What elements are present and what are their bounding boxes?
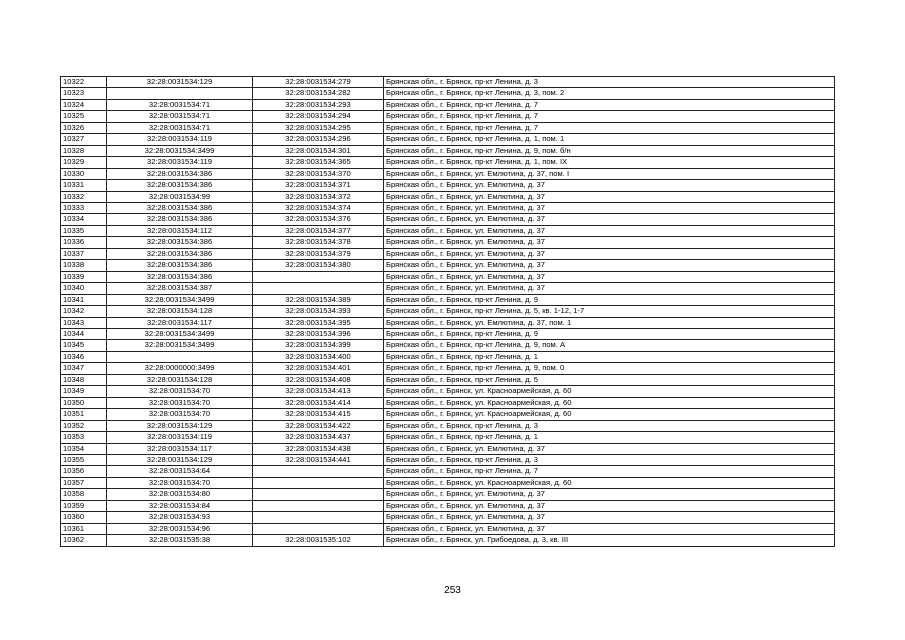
object-cadastral-number-cell: 32:28:0031535:102 xyxy=(253,535,384,546)
row-number-cell: 10360 xyxy=(61,512,107,523)
address-cell: Брянская обл., г. Брянск, ул. Красноармейская, д. 60 xyxy=(384,397,835,408)
row-number-cell: 10332 xyxy=(61,191,107,202)
parcel-cadastral-number-cell: 32:28:0031535:38 xyxy=(107,535,253,546)
table-row xyxy=(61,237,835,248)
table-row xyxy=(61,443,835,454)
row-number-cell: 10327 xyxy=(61,134,107,145)
table-row xyxy=(61,180,835,191)
address-cell: Брянская обл., г. Брянск, пр-кт Ленина, д. 7 xyxy=(384,122,835,133)
address-cell: Брянская обл., г. Брянск, ул. Емлютина, д. 37, пом. 1 xyxy=(384,317,835,328)
object-cadastral-number-cell: 32:28:0031534:438 xyxy=(253,443,384,454)
row-number-cell: 10333 xyxy=(61,202,107,213)
address-cell: Брянская обл., г. Брянск, пр-кт Ленина, д. 3 xyxy=(384,77,835,88)
object-cadastral-number-cell: 32:28:0031534:380 xyxy=(253,260,384,271)
object-cadastral-number-cell xyxy=(253,500,384,511)
object-cadastral-number-cell xyxy=(253,466,384,477)
table-row xyxy=(61,294,835,305)
parcel-cadastral-number-cell: 32:28:0031534:386 xyxy=(107,248,253,259)
object-cadastral-number-cell: 32:28:0031534:294 xyxy=(253,111,384,122)
object-cadastral-number-cell: 32:28:0031534:365 xyxy=(253,157,384,168)
table-row xyxy=(61,351,835,362)
address-cell: Брянская обл., г. Брянск, пр-кт Ленина, д. 3 xyxy=(384,420,835,431)
row-number-cell: 10339 xyxy=(61,271,107,282)
table-row xyxy=(61,535,835,546)
row-number-cell: 10329 xyxy=(61,157,107,168)
address-cell: Брянская обл., г. Брянск, ул. Грибоедова, д. 3, кв. III xyxy=(384,535,835,546)
table-row xyxy=(61,409,835,420)
parcel-cadastral-number-cell: 32:28:0031534:3499 xyxy=(107,328,253,339)
table-row xyxy=(61,420,835,431)
row-number-cell: 10359 xyxy=(61,500,107,511)
row-number-cell: 10336 xyxy=(61,237,107,248)
table-row xyxy=(61,500,835,511)
parcel-cadastral-number-cell: 32:28:0031534:71 xyxy=(107,122,253,133)
address-cell: Брянская обл., г. Брянск, ул. Емлютина, д. 37 xyxy=(384,214,835,225)
object-cadastral-number-cell: 32:28:0031534:377 xyxy=(253,225,384,236)
table-row xyxy=(61,397,835,408)
table-row xyxy=(61,386,835,397)
parcel-cadastral-number-cell: 32:28:0031534:386 xyxy=(107,214,253,225)
parcel-cadastral-number-cell: 32:28:0031534:129 xyxy=(107,420,253,431)
address-cell: Брянская обл., г. Брянск, пр-кт Ленина, д. 1, пом. IX xyxy=(384,157,835,168)
row-number-cell: 10347 xyxy=(61,363,107,374)
table-row xyxy=(61,317,835,328)
parcel-cadastral-number-cell: 32:28:0031534:128 xyxy=(107,306,253,317)
table-row xyxy=(61,477,835,488)
object-cadastral-number-cell: 32:28:0031534:415 xyxy=(253,409,384,420)
table-row xyxy=(61,340,835,351)
object-cadastral-number-cell xyxy=(253,283,384,294)
object-cadastral-number-cell: 32:28:0031534:370 xyxy=(253,168,384,179)
table-row xyxy=(61,99,835,110)
table-row xyxy=(61,432,835,443)
object-cadastral-number-cell: 32:28:0031534:413 xyxy=(253,386,384,397)
parcel-cadastral-number-cell: 32:28:0031534:119 xyxy=(107,432,253,443)
address-cell: Брянская обл., г. Брянск, ул. Емлютина, д. 37 xyxy=(384,489,835,500)
parcel-cadastral-number-cell: 32:28:0031534:64 xyxy=(107,466,253,477)
object-cadastral-number-cell: 32:28:0031534:437 xyxy=(253,432,384,443)
parcel-cadastral-number-cell: 32:28:0031534:112 xyxy=(107,225,253,236)
parcel-cadastral-number-cell: 32:28:0031534:119 xyxy=(107,134,253,145)
parcel-cadastral-number-cell: 32:28:0031534:99 xyxy=(107,191,253,202)
table-row xyxy=(61,225,835,236)
row-number-cell: 10350 xyxy=(61,397,107,408)
parcel-cadastral-number-cell: 32:28:0031534:386 xyxy=(107,202,253,213)
row-number-cell: 10325 xyxy=(61,111,107,122)
parcel-cadastral-number-cell: 32:28:0031534:387 xyxy=(107,283,253,294)
registry-table xyxy=(60,76,835,547)
object-cadastral-number-cell xyxy=(253,271,384,282)
address-cell: Брянская обл., г. Брянск, пр-кт Ленина, д. 9 xyxy=(384,294,835,305)
row-number-cell: 10357 xyxy=(61,477,107,488)
registry-table-body xyxy=(61,77,835,547)
parcel-cadastral-number-cell xyxy=(107,88,253,99)
address-cell: Брянская обл., г. Брянск, ул. Емлютина, д. 37 xyxy=(384,512,835,523)
address-cell: Брянская обл., г. Брянск, ул. Емлютина, д. 37 xyxy=(384,202,835,213)
address-cell: Брянская обл., г. Брянск, пр-кт Ленина, д. 7 xyxy=(384,111,835,122)
object-cadastral-number-cell: 32:28:0031534:296 xyxy=(253,134,384,145)
row-number-cell: 10354 xyxy=(61,443,107,454)
parcel-cadastral-number-cell: 32:28:0000000:3499 xyxy=(107,363,253,374)
parcel-cadastral-number-cell: 32:28:0031534:3499 xyxy=(107,145,253,156)
row-number-cell: 10340 xyxy=(61,283,107,294)
object-cadastral-number-cell: 32:28:0031534:422 xyxy=(253,420,384,431)
object-cadastral-number-cell: 32:28:0031534:408 xyxy=(253,374,384,385)
table-row xyxy=(61,122,835,133)
address-cell: Брянская обл., г. Брянск, ул. Емлютина, д. 37 xyxy=(384,271,835,282)
parcel-cadastral-number-cell: 32:28:0031534:3499 xyxy=(107,294,253,305)
page-number: 253 xyxy=(444,585,461,596)
parcel-cadastral-number-cell: 32:28:0031534:70 xyxy=(107,397,253,408)
row-number-cell: 10344 xyxy=(61,328,107,339)
object-cadastral-number-cell: 32:28:0031534:295 xyxy=(253,122,384,133)
table-row xyxy=(61,271,835,282)
object-cadastral-number-cell: 32:28:0031534:378 xyxy=(253,237,384,248)
address-cell: Брянская обл., г. Брянск, пр-кт Ленина, д. 9 xyxy=(384,328,835,339)
row-number-cell: 10324 xyxy=(61,99,107,110)
address-cell: Брянская обл., г. Брянск, ул. Емлютина, д. 37 xyxy=(384,191,835,202)
table-row xyxy=(61,157,835,168)
object-cadastral-number-cell xyxy=(253,489,384,500)
row-number-cell: 10322 xyxy=(61,77,107,88)
table-row xyxy=(61,168,835,179)
object-cadastral-number-cell: 32:28:0031534:389 xyxy=(253,294,384,305)
table-row xyxy=(61,374,835,385)
parcel-cadastral-number-cell: 32:28:0031534:70 xyxy=(107,386,253,397)
table-row xyxy=(61,111,835,122)
address-cell: Брянская обл., г. Брянск, пр-кт Ленина, д. 9, пом. 0 xyxy=(384,363,835,374)
parcel-cadastral-number-cell: 32:28:0031534:96 xyxy=(107,523,253,534)
object-cadastral-number-cell: 32:28:0031534:301 xyxy=(253,145,384,156)
row-number-cell: 10349 xyxy=(61,386,107,397)
table-row xyxy=(61,283,835,294)
parcel-cadastral-number-cell: 32:28:0031534:129 xyxy=(107,454,253,465)
parcel-cadastral-number-cell: 32:28:0031534:386 xyxy=(107,237,253,248)
address-cell: Брянская обл., г. Брянск, пр-кт Ленина, д. 1 xyxy=(384,432,835,443)
table-row xyxy=(61,489,835,500)
parcel-cadastral-number-cell: 32:28:0031534:386 xyxy=(107,271,253,282)
row-number-cell: 10361 xyxy=(61,523,107,534)
address-cell: Брянская обл., г. Брянск, пр-кт Ленина, д. 5 xyxy=(384,374,835,385)
row-number-cell: 10352 xyxy=(61,420,107,431)
parcel-cadastral-number-cell: 32:28:0031534:84 xyxy=(107,500,253,511)
object-cadastral-number-cell: 32:28:0031534:400 xyxy=(253,351,384,362)
parcel-cadastral-number-cell: 32:28:0031534:3499 xyxy=(107,340,253,351)
address-cell: Брянская обл., г. Брянск, пр-кт Ленина, д. 1, пом. 1 xyxy=(384,134,835,145)
object-cadastral-number-cell xyxy=(253,512,384,523)
table-row xyxy=(61,145,835,156)
object-cadastral-number-cell: 32:28:0031534:393 xyxy=(253,306,384,317)
object-cadastral-number-cell: 32:28:0031534:374 xyxy=(253,202,384,213)
object-cadastral-number-cell: 32:28:0031534:396 xyxy=(253,328,384,339)
table-row xyxy=(61,88,835,99)
address-cell: Брянская обл., г. Брянск, пр-кт Ленина, д. 1 xyxy=(384,351,835,362)
address-cell: Брянская обл., г. Брянск, пр-кт Ленина, д. 3 xyxy=(384,454,835,465)
address-cell: Брянская обл., г. Брянск, ул. Емлютина, д. 37 xyxy=(384,237,835,248)
table-row xyxy=(61,466,835,477)
object-cadastral-number-cell: 32:28:0031534:371 xyxy=(253,180,384,191)
address-cell: Брянская обл., г. Брянск, ул. Емлютина, д. 37 xyxy=(384,180,835,191)
object-cadastral-number-cell: 32:28:0031534:414 xyxy=(253,397,384,408)
row-number-cell: 10337 xyxy=(61,248,107,259)
address-cell: Брянская обл., г. Брянск, ул. Красноармейская, д. 60 xyxy=(384,386,835,397)
parcel-cadastral-number-cell: 32:28:0031534:93 xyxy=(107,512,253,523)
row-number-cell: 10326 xyxy=(61,122,107,133)
object-cadastral-number-cell: 32:28:0031534:372 xyxy=(253,191,384,202)
object-cadastral-number-cell: 32:28:0031534:293 xyxy=(253,99,384,110)
parcel-cadastral-number-cell: 32:28:0031534:70 xyxy=(107,409,253,420)
address-cell: Брянская обл., г. Брянск, ул. Красноармейская, д. 60 xyxy=(384,409,835,420)
row-number-cell: 10343 xyxy=(61,317,107,328)
object-cadastral-number-cell: 32:28:0031534:279 xyxy=(253,77,384,88)
table-row xyxy=(61,363,835,374)
object-cadastral-number-cell xyxy=(253,523,384,534)
table-row xyxy=(61,454,835,465)
row-number-cell: 10356 xyxy=(61,466,107,477)
parcel-cadastral-number-cell: 32:28:0031534:128 xyxy=(107,374,253,385)
parcel-cadastral-number-cell xyxy=(107,351,253,362)
object-cadastral-number-cell: 32:28:0031534:282 xyxy=(253,88,384,99)
parcel-cadastral-number-cell: 32:28:0031534:117 xyxy=(107,317,253,328)
table-row xyxy=(61,77,835,88)
address-cell: Брянская обл., г. Брянск, пр-кт Ленина, д. 5, кв. 1-12, 1-7 xyxy=(384,306,835,317)
address-cell: Брянская обл., г. Брянск, ул. Емлютина, д. 37 xyxy=(384,260,835,271)
table-row xyxy=(61,306,835,317)
row-number-cell: 10345 xyxy=(61,340,107,351)
parcel-cadastral-number-cell: 32:28:0031534:386 xyxy=(107,168,253,179)
row-number-cell: 10348 xyxy=(61,374,107,385)
object-cadastral-number-cell: 32:28:0031534:395 xyxy=(253,317,384,328)
address-cell: Брянская обл., г. Брянск, пр-кт Ленина, д. 9, пом. А xyxy=(384,340,835,351)
row-number-cell: 10330 xyxy=(61,168,107,179)
address-cell: Брянская обл., г. Брянск, ул. Емлютина, д. 37 xyxy=(384,248,835,259)
parcel-cadastral-number-cell: 32:28:0031534:129 xyxy=(107,77,253,88)
address-cell: Брянская обл., г. Брянск, пр-кт Ленина, д. 7 xyxy=(384,466,835,477)
address-cell: Брянская обл., г. Брянск, ул. Емлютина, д. 37 xyxy=(384,523,835,534)
table-row xyxy=(61,260,835,271)
object-cadastral-number-cell: 32:28:0031534:376 xyxy=(253,214,384,225)
table-row xyxy=(61,191,835,202)
row-number-cell: 10355 xyxy=(61,454,107,465)
object-cadastral-number-cell: 32:28:0031534:399 xyxy=(253,340,384,351)
address-cell: Брянская обл., г. Брянск, ул. Емлютина, д. 37 xyxy=(384,500,835,511)
row-number-cell: 10335 xyxy=(61,225,107,236)
table-row xyxy=(61,202,835,213)
object-cadastral-number-cell: 32:28:0031534:379 xyxy=(253,248,384,259)
object-cadastral-number-cell: 32:28:0031534:441 xyxy=(253,454,384,465)
parcel-cadastral-number-cell: 32:28:0031534:71 xyxy=(107,111,253,122)
address-cell: Брянская обл., г. Брянск, ул. Емлютина, д. 37 xyxy=(384,225,835,236)
parcel-cadastral-number-cell: 32:28:0031534:70 xyxy=(107,477,253,488)
table-row xyxy=(61,512,835,523)
parcel-cadastral-number-cell: 32:28:0031534:117 xyxy=(107,443,253,454)
object-cadastral-number-cell xyxy=(253,477,384,488)
row-number-cell: 10342 xyxy=(61,306,107,317)
row-number-cell: 10358 xyxy=(61,489,107,500)
table-row xyxy=(61,248,835,259)
address-cell: Брянская обл., г. Брянск, пр-кт Ленина, д. 7 xyxy=(384,99,835,110)
table-row xyxy=(61,214,835,225)
address-cell: Брянская обл., г. Брянск, пр-кт Ленина, д. 3, пом. 2 xyxy=(384,88,835,99)
address-cell: Брянская обл., г. Брянск, пр-кт Ленина, д. 9, пом. б/н xyxy=(384,145,835,156)
row-number-cell: 10362 xyxy=(61,535,107,546)
object-cadastral-number-cell: 32:28:0031534:401 xyxy=(253,363,384,374)
row-number-cell: 10331 xyxy=(61,180,107,191)
row-number-cell: 10351 xyxy=(61,409,107,420)
row-number-cell: 10338 xyxy=(61,260,107,271)
parcel-cadastral-number-cell: 32:28:0031534:386 xyxy=(107,180,253,191)
row-number-cell: 10334 xyxy=(61,214,107,225)
parcel-cadastral-number-cell: 32:28:0031534:119 xyxy=(107,157,253,168)
address-cell: Брянская обл., г. Брянск, ул. Красноармейская, д. 60 xyxy=(384,477,835,488)
row-number-cell: 10323 xyxy=(61,88,107,99)
table-row xyxy=(61,134,835,145)
address-cell: Брянская обл., г. Брянск, ул. Емлютина, д. 37, пом. I xyxy=(384,168,835,179)
address-cell: Брянская обл., г. Брянск, ул. Емлютина, д. 37 xyxy=(384,443,835,454)
address-cell: Брянская обл., г. Брянск, ул. Емлютина, д. 37 xyxy=(384,283,835,294)
row-number-cell: 10328 xyxy=(61,145,107,156)
table-row xyxy=(61,523,835,534)
row-number-cell: 10341 xyxy=(61,294,107,305)
row-number-cell: 10346 xyxy=(61,351,107,362)
row-number-cell: 10353 xyxy=(61,432,107,443)
parcel-cadastral-number-cell: 32:28:0031534:386 xyxy=(107,260,253,271)
table-row xyxy=(61,328,835,339)
parcel-cadastral-number-cell: 32:28:0031534:80 xyxy=(107,489,253,500)
parcel-cadastral-number-cell: 32:28:0031534:71 xyxy=(107,99,253,110)
